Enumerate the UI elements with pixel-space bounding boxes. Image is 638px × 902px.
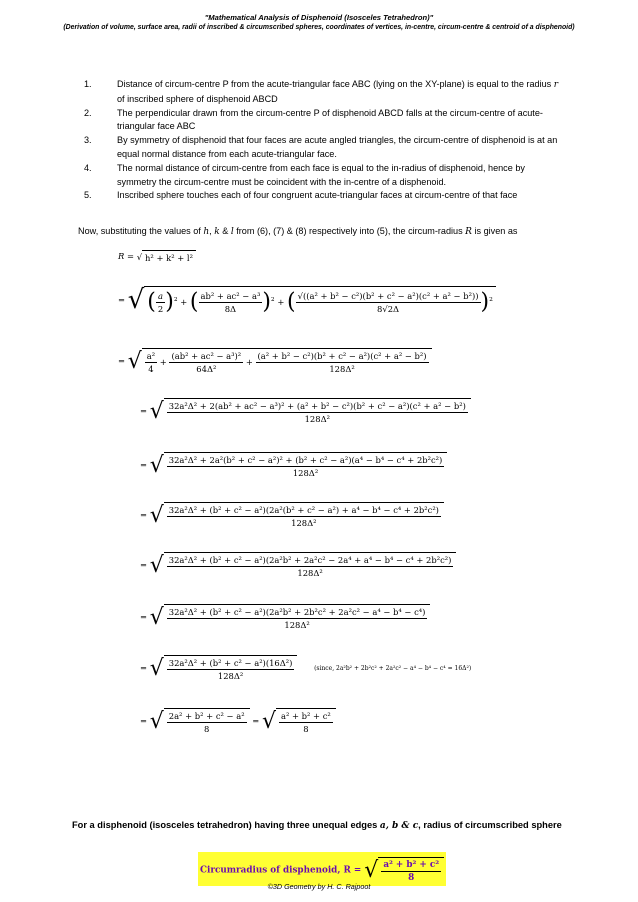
- list-number: 4.: [84, 162, 92, 173]
- list-number: 5.: [84, 190, 92, 201]
- list-number: 2.: [84, 107, 92, 118]
- equation-1: R = √ h² + k² + l²: [118, 250, 196, 263]
- list-text: The perpendicular drawn from the circum-centre P of disphenoid ABCD falls at the circum-centre of acute-triangular face ABC: [117, 107, 543, 132]
- list-item: [84, 107, 562, 135]
- list-item: [84, 189, 562, 203]
- document-title: "Mathematical Analysis of Disphenoid (Isosceles Tetrahedron)": [204, 13, 434, 22]
- equation-10: = √ $\frac{\text{2a² + b² + c² − a²}}{8}$ = √ $\frac{\text{a² + b² + c²}}{8}$: [140, 708, 336, 734]
- list-text: The normal distance of circum-centre from each face is equal to the in-radius of disphenoid, hence by symmetry the circum-centre must be coincident with the in-centre of a disphenoid.: [117, 162, 525, 187]
- equation-4: = √ 32a²Δ² + 2(ab² + ac² − a³)² + (a² + b² − c²)(b² + c² − a²)(c² + a² − b²) 128Δ²: [140, 398, 471, 424]
- circumradius-formula: Circumradius of disphenoid, R = √ $\frac{\text{a² + b² + c²}}{8}$: [200, 857, 444, 883]
- list-item: [84, 162, 562, 190]
- conclusion-sentence: For a disphenoid (isosceles tetrahedron) having three unequal edges a, b & c, radius of circumscribed sphere: [72, 820, 562, 831]
- footer: ©3D Geometry by H. C. Rajpoot: [267, 882, 371, 891]
- intro-sentence: Now, substituting the values of h, k & l from (6), (7) & (8) respectively into (5), the circum-radius R is given as: [78, 226, 518, 237]
- equation-6: = √ 32a²Δ² + (b² + c² − a²)(2a²(b² + c² − a²) + a⁴ − b⁴ − c⁴ + 2b²c²) 128Δ²: [140, 502, 444, 528]
- list-text: of inscribed sphere of disphenoid ABCD: [117, 93, 278, 104]
- list-number: 3.: [84, 135, 92, 146]
- equation-8: = √ 32a²Δ² + (b² + c² − a²)(2a²b² + 2b²c² + 2a²c² − a⁴ − b⁴ − c⁴) 128Δ²: [140, 604, 430, 630]
- list-text: Inscribed sphere touches each of four congruent acute-triangular faces at circum-centre of that face: [117, 190, 518, 201]
- equation-note: (since, 2a²b² + 2b²c² + 2a²c² − a⁴ − b⁴ − c⁴ = 16Δ²): [314, 664, 472, 672]
- equation-9: = √ $\frac{\text{32a²Δ² + (b² + c² − a²)(16Δ²)}}{\text{128Δ²}}$ (since, 2a²b² + 2b²c² + 2a²c² − a⁴ − b⁴ − c⁴ = 16Δ²): [140, 655, 472, 681]
- list-item: [84, 78, 562, 107]
- list-text: Distance of circum-centre P from the acute-triangular face ABC (lying on the XY-plane) is equal to the radius: [117, 79, 554, 89]
- document-subtitle: (Derivation of volume, surface area, radii of inscribed & circumscribed spheres, coordinates of vertices, in-centre, circum-centre & centroid of a disphenoid): [63, 24, 575, 31]
- equation-7: = √ 32a²Δ² + (b² + c² − a²)(2a²b² + 2a²c² − 2a⁴ + a⁴ − b⁴ − c⁴ + 2b²c²) 128Δ²: [140, 552, 456, 578]
- list-number: 1.: [84, 79, 92, 89]
- equation-5: = √ 32a²Δ² + 2a²(b² + c² − a²)² + (b² + c² − a²)(a⁴ − b⁴ − c⁴ + 2b²c²) 128Δ²: [140, 452, 447, 478]
- list-text: By symmetry of disphenoid that four faces are acute angled triangles, the circum-centre of disphenoid is at an equal normal distance from each acute-triangular face.: [117, 135, 558, 159]
- variable-r: r: [553, 80, 559, 90]
- equation-3: = √ $\frac{\text{a²}}{4}$ + $\frac{\text{(ab² + ac² − a³)²}}{\text{64Δ²}}$ + $\frac{\text{(a² + b² − c²)(b² + c² − a²)(c² + a² − b²)}}{\text{128Δ²}}$: [118, 348, 432, 374]
- points-list: [84, 78, 562, 203]
- list-item: [84, 134, 562, 162]
- equation-2: = √ ( $\frac{a}{2}$ )$^2$ + ( $\frac{\text{ab² + ac² − a³}}{8\Delta}$ )$^2$ + ( $\frac{\text{√((a² + b² − c²)(b² + c² − a²)(c² + a² − b²))}}{8√2\Delta}$ )$^2$: [118, 285, 496, 315]
